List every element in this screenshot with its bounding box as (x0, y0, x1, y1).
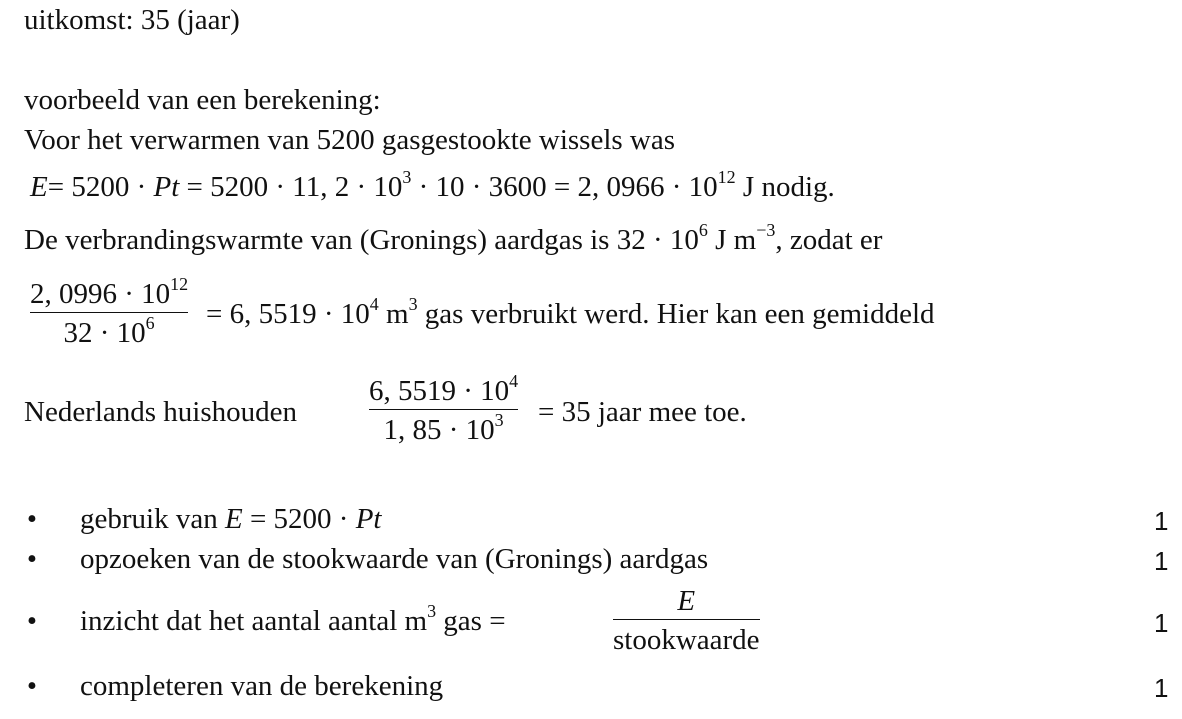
equation-part: = 35 (538, 396, 591, 428)
exponent: 4 (369, 294, 379, 315)
equation-part: · 10 · 3600 = 2, 0966 · 10 (411, 171, 718, 203)
bullet: • (26, 503, 38, 535)
fraction-denominator (63, 313, 154, 353)
example-intro: voorbeeld van een berekening: (24, 84, 381, 116)
calculation-line-2 (30, 167, 835, 204)
criterion-text (80, 503, 381, 536)
math-term: 32 · 10 (616, 224, 699, 256)
criterion-label: inzicht dat het aantal (80, 605, 329, 637)
fraction-denominator: stookwaarde (613, 624, 760, 657)
line-text: gas verbruikt werd. Hier kan een gemiddeld (417, 298, 935, 330)
fraction-energy-over-heating-value (613, 583, 760, 660)
equation-part: = 6, 5519 · 10 (206, 298, 370, 330)
fraction-numerator (369, 373, 518, 409)
denominator-text: 1, 85 · 10 (383, 414, 495, 447)
calculation-line-5-text: Nederlands huishouden (24, 396, 298, 428)
line-text: De verbrandingswarmte van (Gronings) aardgas is (24, 224, 617, 256)
criterion-text: opzoeken van de stookwaarde van (Gronings) aardgas (80, 543, 709, 575)
unit: J (735, 171, 755, 203)
calculation-line-5-result (538, 396, 747, 429)
criterion-score: 1 (1154, 673, 1169, 703)
energy-variable: E (224, 503, 243, 535)
bullet: • (26, 543, 38, 575)
equation-part: = 5200 · (47, 171, 154, 203)
exponent: 6 (698, 220, 708, 241)
criterion-score: 1 (1154, 546, 1169, 576)
fraction-energy-over-heat (30, 276, 188, 353)
numerator-text: 6, 5519 · 10 (369, 375, 510, 407)
energy-variable: E (30, 171, 48, 203)
criterion-score: 1 (1154, 608, 1169, 638)
math-term: gas = (436, 605, 506, 637)
exponent: 3 (402, 167, 412, 188)
outcome-line: uitkomst: 35 (jaar) (24, 4, 240, 36)
denominator-text: 32 · 10 (63, 317, 146, 350)
calculation-line-1: Voor het verwarmen van 5200 gasgestookte wissels was (24, 124, 676, 156)
exponent: 12 (170, 274, 189, 295)
fraction-numerator: E (677, 585, 696, 617)
line-text: nodig. (754, 171, 835, 203)
line-text: , zodat er (775, 224, 883, 256)
exponent: 12 (717, 167, 736, 188)
equation-part: = 5200 · (242, 503, 356, 535)
exponent: 3 (427, 601, 437, 622)
equation-part: = 5200 · 11, 2 · 10 (179, 171, 403, 203)
bullet: • (26, 605, 38, 637)
numerator-text: 2, 0996 · 10 (30, 278, 171, 310)
exponent: −3 (756, 220, 776, 241)
calculation-line-4 (206, 294, 935, 331)
exponent: 3 (494, 410, 504, 431)
unit: m (378, 298, 409, 330)
exponent: 6 (145, 313, 155, 334)
line-text: jaar mee toe. (590, 396, 747, 428)
power-time-variable: Pt (153, 171, 180, 203)
criterion-text: completeren van de berekening (80, 670, 444, 702)
fraction-denominator (384, 410, 504, 450)
fraction-gas-over-household (369, 373, 518, 450)
fraction-numerator (30, 276, 188, 312)
criterion-text (80, 601, 506, 638)
exponent: 4 (509, 371, 519, 392)
bullet: • (26, 670, 38, 702)
calculation-line-3 (24, 220, 883, 257)
criterion-label: gebruik van (80, 503, 225, 535)
criterion-score: 1 (1154, 506, 1169, 536)
exponent: 3 (408, 294, 418, 315)
math-term: aantal m (328, 605, 428, 637)
power-time-variable: Pt (355, 503, 382, 535)
unit: J m (707, 224, 757, 256)
